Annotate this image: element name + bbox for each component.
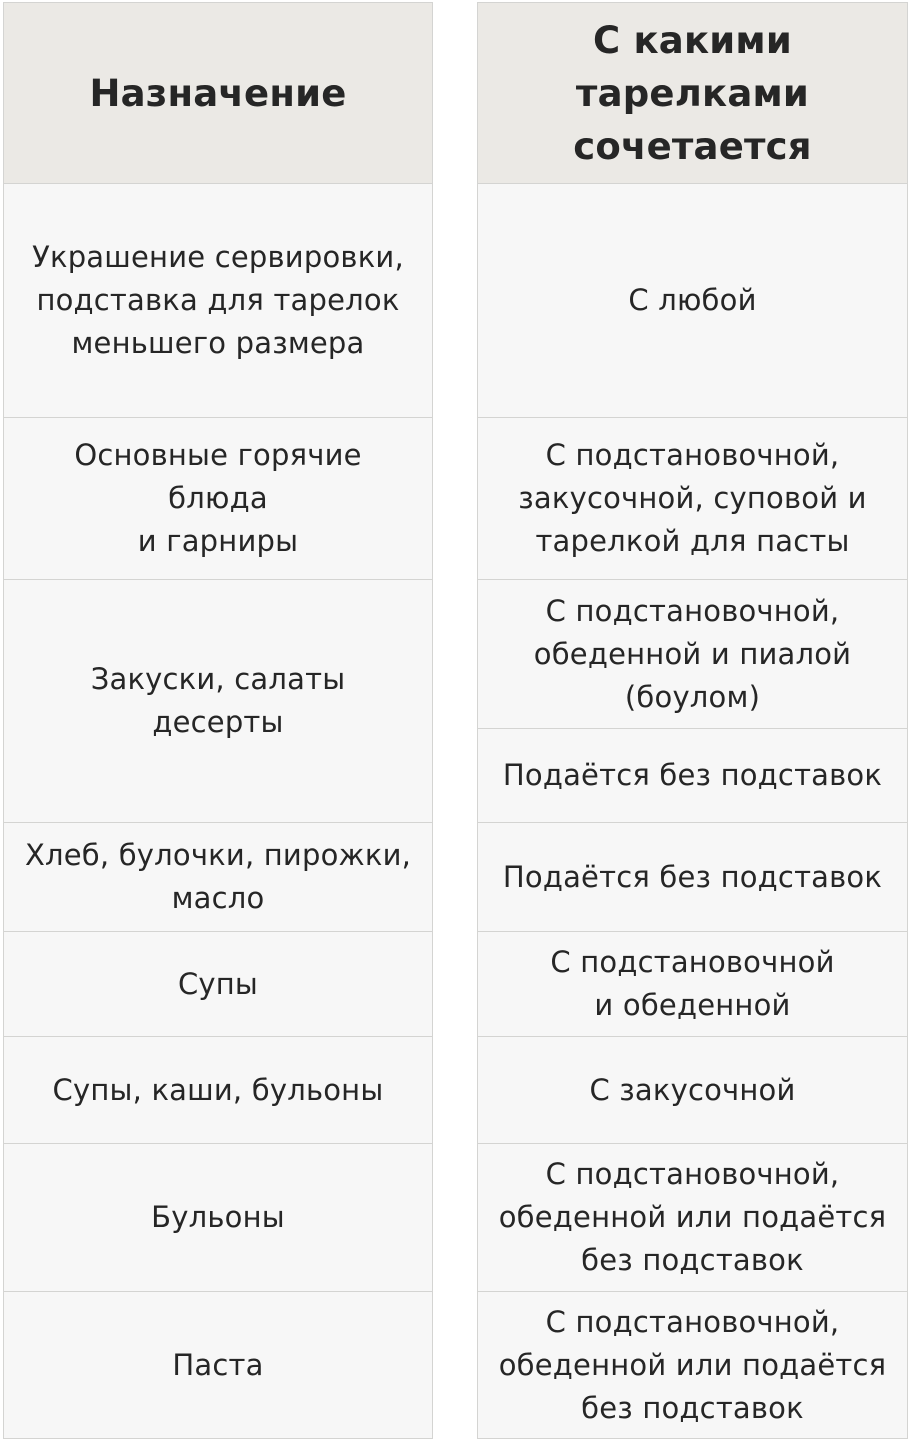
table-row [4,579,432,822]
table-row [478,931,907,1036]
cell-line: С подстановочной [550,945,835,979]
table-row [4,1036,432,1143]
cell-line: С закусочной [589,1072,796,1107]
cell-line: Супы, каши, бульоны [52,1072,384,1107]
cell-line: С подстановочной, [545,1157,840,1191]
cell-line: десерты [152,705,284,739]
table-row [4,822,432,931]
header-line: тарелками [575,71,810,115]
table-row [478,728,907,822]
header-line: С какими [593,18,792,62]
cell-line: Паста [172,1347,264,1382]
cell-line: масло [171,881,265,915]
cell-line: Подаётся без подставок [502,758,883,792]
cell-line: обеденной или подаётся [498,1347,887,1382]
cell-line: Украшение сервировки, [32,240,404,274]
cell-line: С подстановочной, [545,438,840,472]
cell-line: обеденной или подаётся [498,1200,887,1234]
table-row [478,1143,907,1291]
cell-line: С подстановочной, [545,1304,840,1339]
cell-line: Бульоны [151,1200,285,1234]
table-row [478,1291,907,1438]
purpose-header-text: Назначение [89,71,347,115]
table-row [4,1291,432,1438]
cell-line: меньшего размера [71,326,365,360]
cell-line: и гарниры [137,524,299,558]
table-row [478,579,907,728]
cell-line: Закуски, салаты [90,662,346,696]
cell-line: и обеденной [594,988,791,1022]
cell-line: подставка для тарелок [36,283,400,317]
compatibility-column [477,2,908,1439]
cell-line: Основные горячие блюда [74,438,362,515]
cell-line: Хлеб, булочки, пирожки, [24,838,412,872]
table-row [478,822,907,931]
cell-line: закусочной, суповой и [518,481,867,515]
cell-line: С любой [628,283,757,317]
table-row [478,417,907,579]
cell-line: без подставок [581,1390,804,1425]
table-row [4,183,432,417]
table-row [4,1143,432,1291]
cell-line: С подстановочной, [545,593,840,628]
table-row [478,1036,907,1143]
header-line: сочетается [573,124,812,168]
cell-line: без подставок [581,1243,804,1277]
cell-line: обеденной и пиалой [533,636,852,671]
cell-line: Супы [177,966,259,1001]
cell-line: (боулом) [624,679,761,714]
purpose-column [3,2,433,1439]
table-row [478,183,907,417]
table-row [4,417,432,579]
table-row [4,931,432,1036]
cell-line: тарелкой для пасты [535,524,850,558]
cell-line: Подаётся без подставок [502,859,883,894]
compatibility-header [478,3,907,183]
purpose-header [4,3,432,183]
